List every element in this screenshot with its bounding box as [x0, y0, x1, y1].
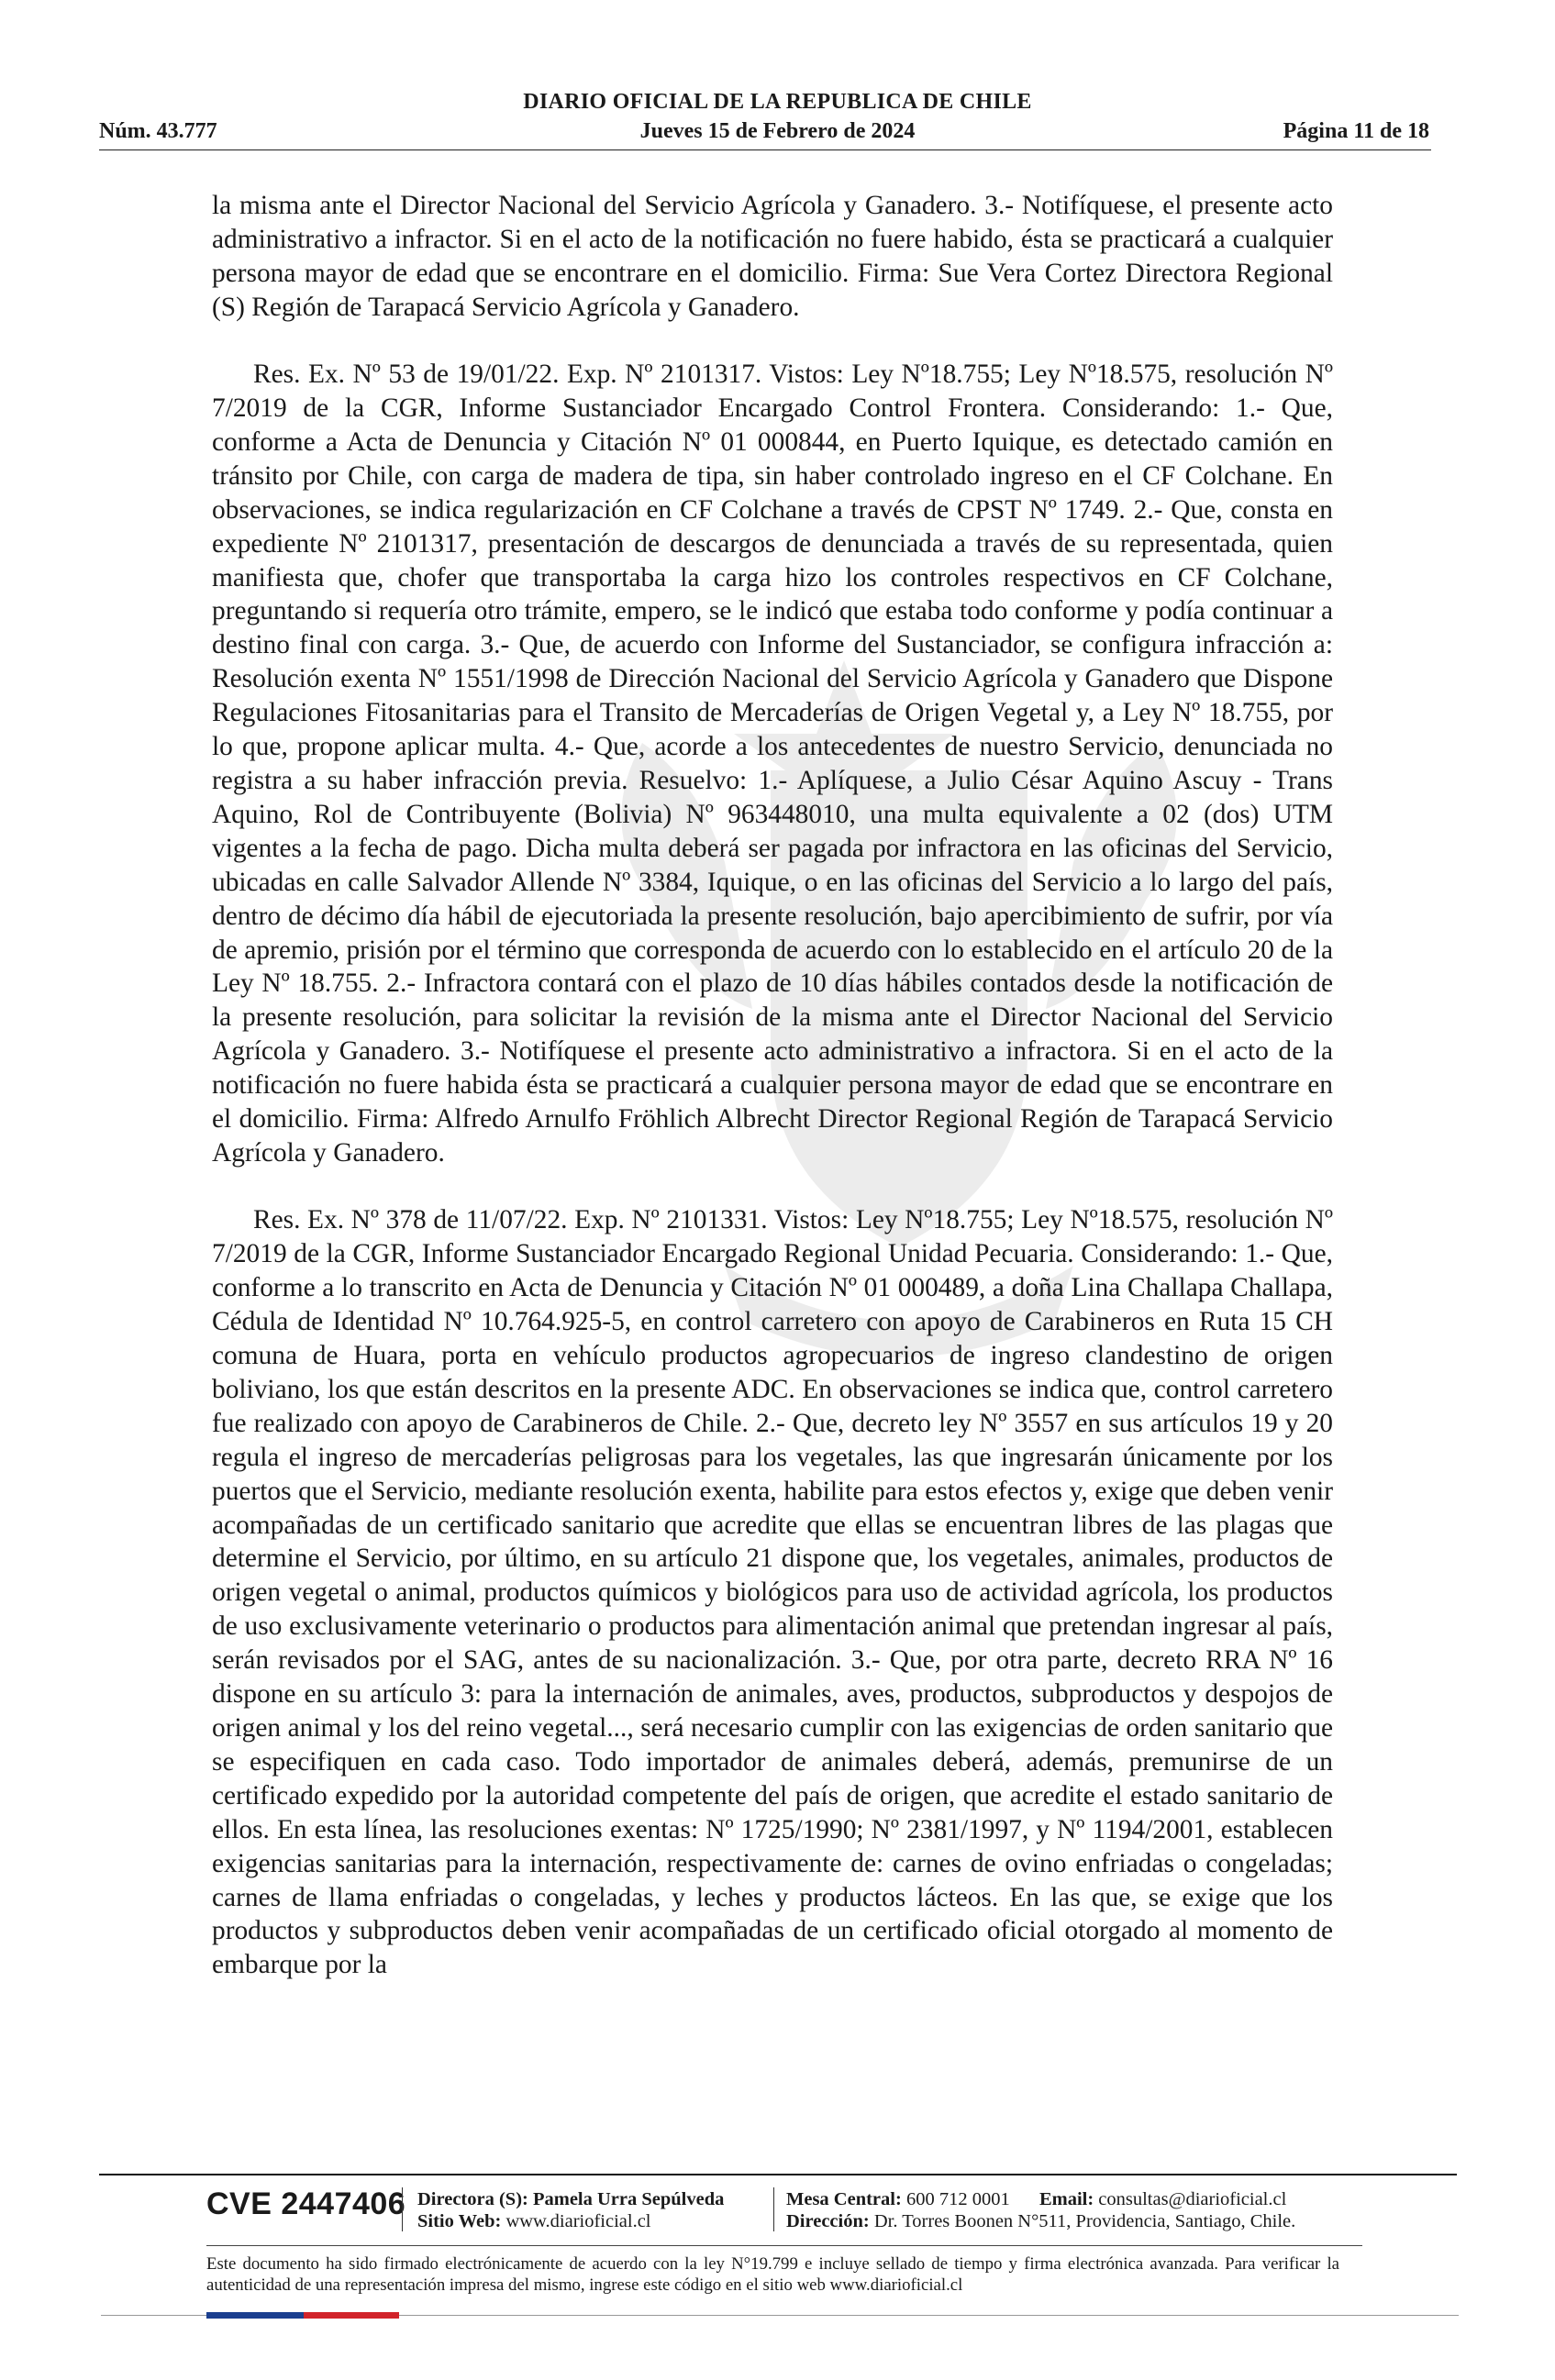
paragraph-continuation: la misma ante el Director Nacional del Servicio Agrícola y Ganadero. 3.- Notifíquese, el presente acto administrativo a infractor. Si en el acto de la notificación no fuere habido, ésta se practicará a cualquier persona mayor de edad que se encontrare en el domicilio. Firma: Sue Vera Cortez Directora Regional (S) Región de Tarapacá Servicio Agrícola y Ganadero. [212, 191, 1333, 322]
phone-label: Mesa Central: [786, 2189, 902, 2209]
footer-contact-left [417, 2188, 724, 2232]
article-body [212, 189, 1333, 1982]
flag-stripe-red [304, 2312, 399, 2319]
director-label: Directora (S): [417, 2189, 528, 2209]
cve-code: CVE 2447406 [206, 2186, 406, 2221]
email-label: Email: [1039, 2189, 1094, 2209]
issue-number: Núm. 43.777 [99, 119, 217, 143]
footer-inner-divider [206, 2245, 1362, 2246]
website-link[interactable]: www.diarioficial.cl [505, 2211, 651, 2231]
paragraph-res-378: Res. Ex. Nº 378 de 11/07/22. Exp. Nº 2101331. Vistos: Ley Nº18.755; Ley Nº18.575, resolución Nº 7/2019 de la CGR, Informe Sustanciador Encargado Regional Unidad Pecuaria. Considerando: 1.- Que, conforme a lo transcrito en Acta de Denuncia y Citación Nº 01 000489, a doña Lina Challapa Challapa, Cédula de Identidad Nº 10.764.925-5, en control carretero con apoyo de Carabineros en Ruta 15 CH comuna de Huara, porta en vehículo productos agropecuarios de ingreso clandestino de origen boliviano, los que están descritos en la presente ADC. En observaciones se indica que, control carretero fue realizado con apoyo de Carabineros de Chile. 2.- Que, decreto ley Nº 3557 en sus artículos 19 y 20 regula el ingreso de mercaderías peligrosas para los vegetales, las que ingresarán únicamente por los puertos que el Servicio, mediante resolución exenta, habilite para estos efectos y, exige que deben venir acompañadas de un certificado sanitario que acredite que ellas se encuentran libres de las plagas que determine el Servicio, por último, en su artículo 21 dispone que, los vegetales, animales, productos de origen vegetal o animal, productos químicos y biológicos para uso de actividad agrícola, los productos de uso exclusivamente veterinario o productos para alimentación animal que pretendan ingresar al país, serán revisados por el SAG, antes de su nacionalización. 3.- Que, por otra parte, decreto RRA Nº 16 dispone en su artículo 3: para la internación de animales, aves, productos, subproductos y despojos de origen animal y los del reino vegetal..., será necesario cumplir con las exigencias de orden sanitario que se especifiquen en cada caso. Todo importador de animales deberá, además, premunirse de un certificado expedido por la autoridad competente del país de origen, que acredite el estado sanitario de ellos. En esta línea, las resoluciones exentas: Nº 1725/1990; Nº 2381/1997, y Nº 1194/2001, establecen exigencias sanitarias para la internación, respectivamente de: carnes de ovino enfriadas o congeladas; carnes de llama enfriadas o congeladas, y leches y productos lácteos. En las que, se exige que los productos y subproductos deben venir acompañadas de un certificado oficial otorgado al momento de embarque por la [212, 1205, 1333, 1980]
director-name: Pamela Urra Sepúlveda [532, 2189, 725, 2209]
phone-value: 600 712 0001 [905, 2189, 1010, 2209]
issue-date: Jueves 15 de Febrero de 2024 [639, 119, 916, 143]
page-number: Página 11 de 18 [1283, 119, 1429, 143]
email-link[interactable]: consultas@diarioficial.cl [1098, 2189, 1287, 2209]
signature-notice: Este documento ha sido firmado electrónicamente de acuerdo con la ley N°19.799 e incluye sellado de tiempo y firma electrónica avanzada. Para verificar la autenticidad de una representación impresa del mismo, ingrese este código en el sitio web www.diarioficial.cl [206, 2254, 1339, 2295]
paragraph-res-53: Res. Ex. Nº 53 de 19/01/22. Exp. Nº 2101317. Vistos: Ley Nº18.755; Ley Nº18.575, resolución Nº 7/2019 de la CGR, Informe Sustanciador Encargado Control Frontera. Considerando: 1.- Que, conforme a Acta de Denuncia y Citación Nº 01 000844, en Puerto Iquique, es detectado camión en tránsito por Chile, con carga de madera de tipa, sin haber controlado ingreso en el CF Colchane. En observaciones, se indica regularización en CF Colchane a través de CPST Nº 1749. 2.- Que, consta en expediente Nº 2101317, presentación de descargos de denunciada a través de su representada, quien manifiesta que, chofer que transportaba la carga hizo los controles respectivos en CF Colchane, preguntando si requería otro trámite, empero, se le indicó que estaba todo conforme y podía continuar a destino final con carga. 3.- Que, de acuerdo con Informe del Sustanciador, se configura infracción a: Resolución exenta Nº 1551/1998 de Dirección Nacional del Servicio Agrícola y Ganadero que Dispone Regulaciones Fitosanitarias para el Transito de Mercaderías de Origen Vegetal y, a Ley Nº 18.755, por lo que, propone aplicar multa. 4.- Que, acorde a los antecedentes de nuestro Servicio, denunciada no registra a su haber infracción previa. Resuelvo: 1.- Aplíquese, a Julio César Aquino Ascuy - Trans Aquino, Rol de Contribuyente (Bolivia) Nº 963448010, una multa equivalente a 02 (dos) UTM vigentes a la fecha de pago. Dicha multa deberá ser pagada por infractora en las oficinas del Servicio, ubicadas en calle Salvador Allende Nº 3384, Iquique, o en las oficinas del Servicio a lo largo del país, dentro de décimo día hábil de ejecutoriada la presente resolución, bajo apercibimiento de sufrir, por vía de apremio, prisión por el término que corresponda de acuerdo con lo establecido en el artículo 20 de la Ley Nº 18.755. 2.- Infractora contará con el plazo de 10 días hábiles contados desde la notificación de la presente resolución, para solicitar la revisión de la misma ante el Director Nacional del Servicio Agrícola y Ganadero. 3.- Notifíquese el presente acto administrativo a infractora. Si en el acto de la notificación no fuere habida ésta se practicará a cualquier persona mayor de edad que se encontrare en el domicilio. Firma: Alfredo Arnulfo Fröhlich Albrecht Director Regional Región de Tarapacá Servicio Agrícola y Ganadero. [212, 360, 1333, 1168]
website-label: Sitio Web: [417, 2211, 502, 2231]
address-label: Dirección: [786, 2211, 870, 2231]
footer-contact-right [786, 2188, 1295, 2232]
footer-divider [99, 2174, 1457, 2175]
address-value: Dr. Torres Boonen N°511, Providencia, Santiago, Chile. [873, 2211, 1296, 2231]
header-divider [99, 149, 1431, 150]
footer-separator [773, 2187, 774, 2231]
footer-separator [402, 2187, 403, 2231]
newspaper-title: DIARIO OFICIAL DE LA REPUBLICA DE CHILE [523, 90, 1032, 114]
flag-stripe-blue [206, 2312, 304, 2319]
